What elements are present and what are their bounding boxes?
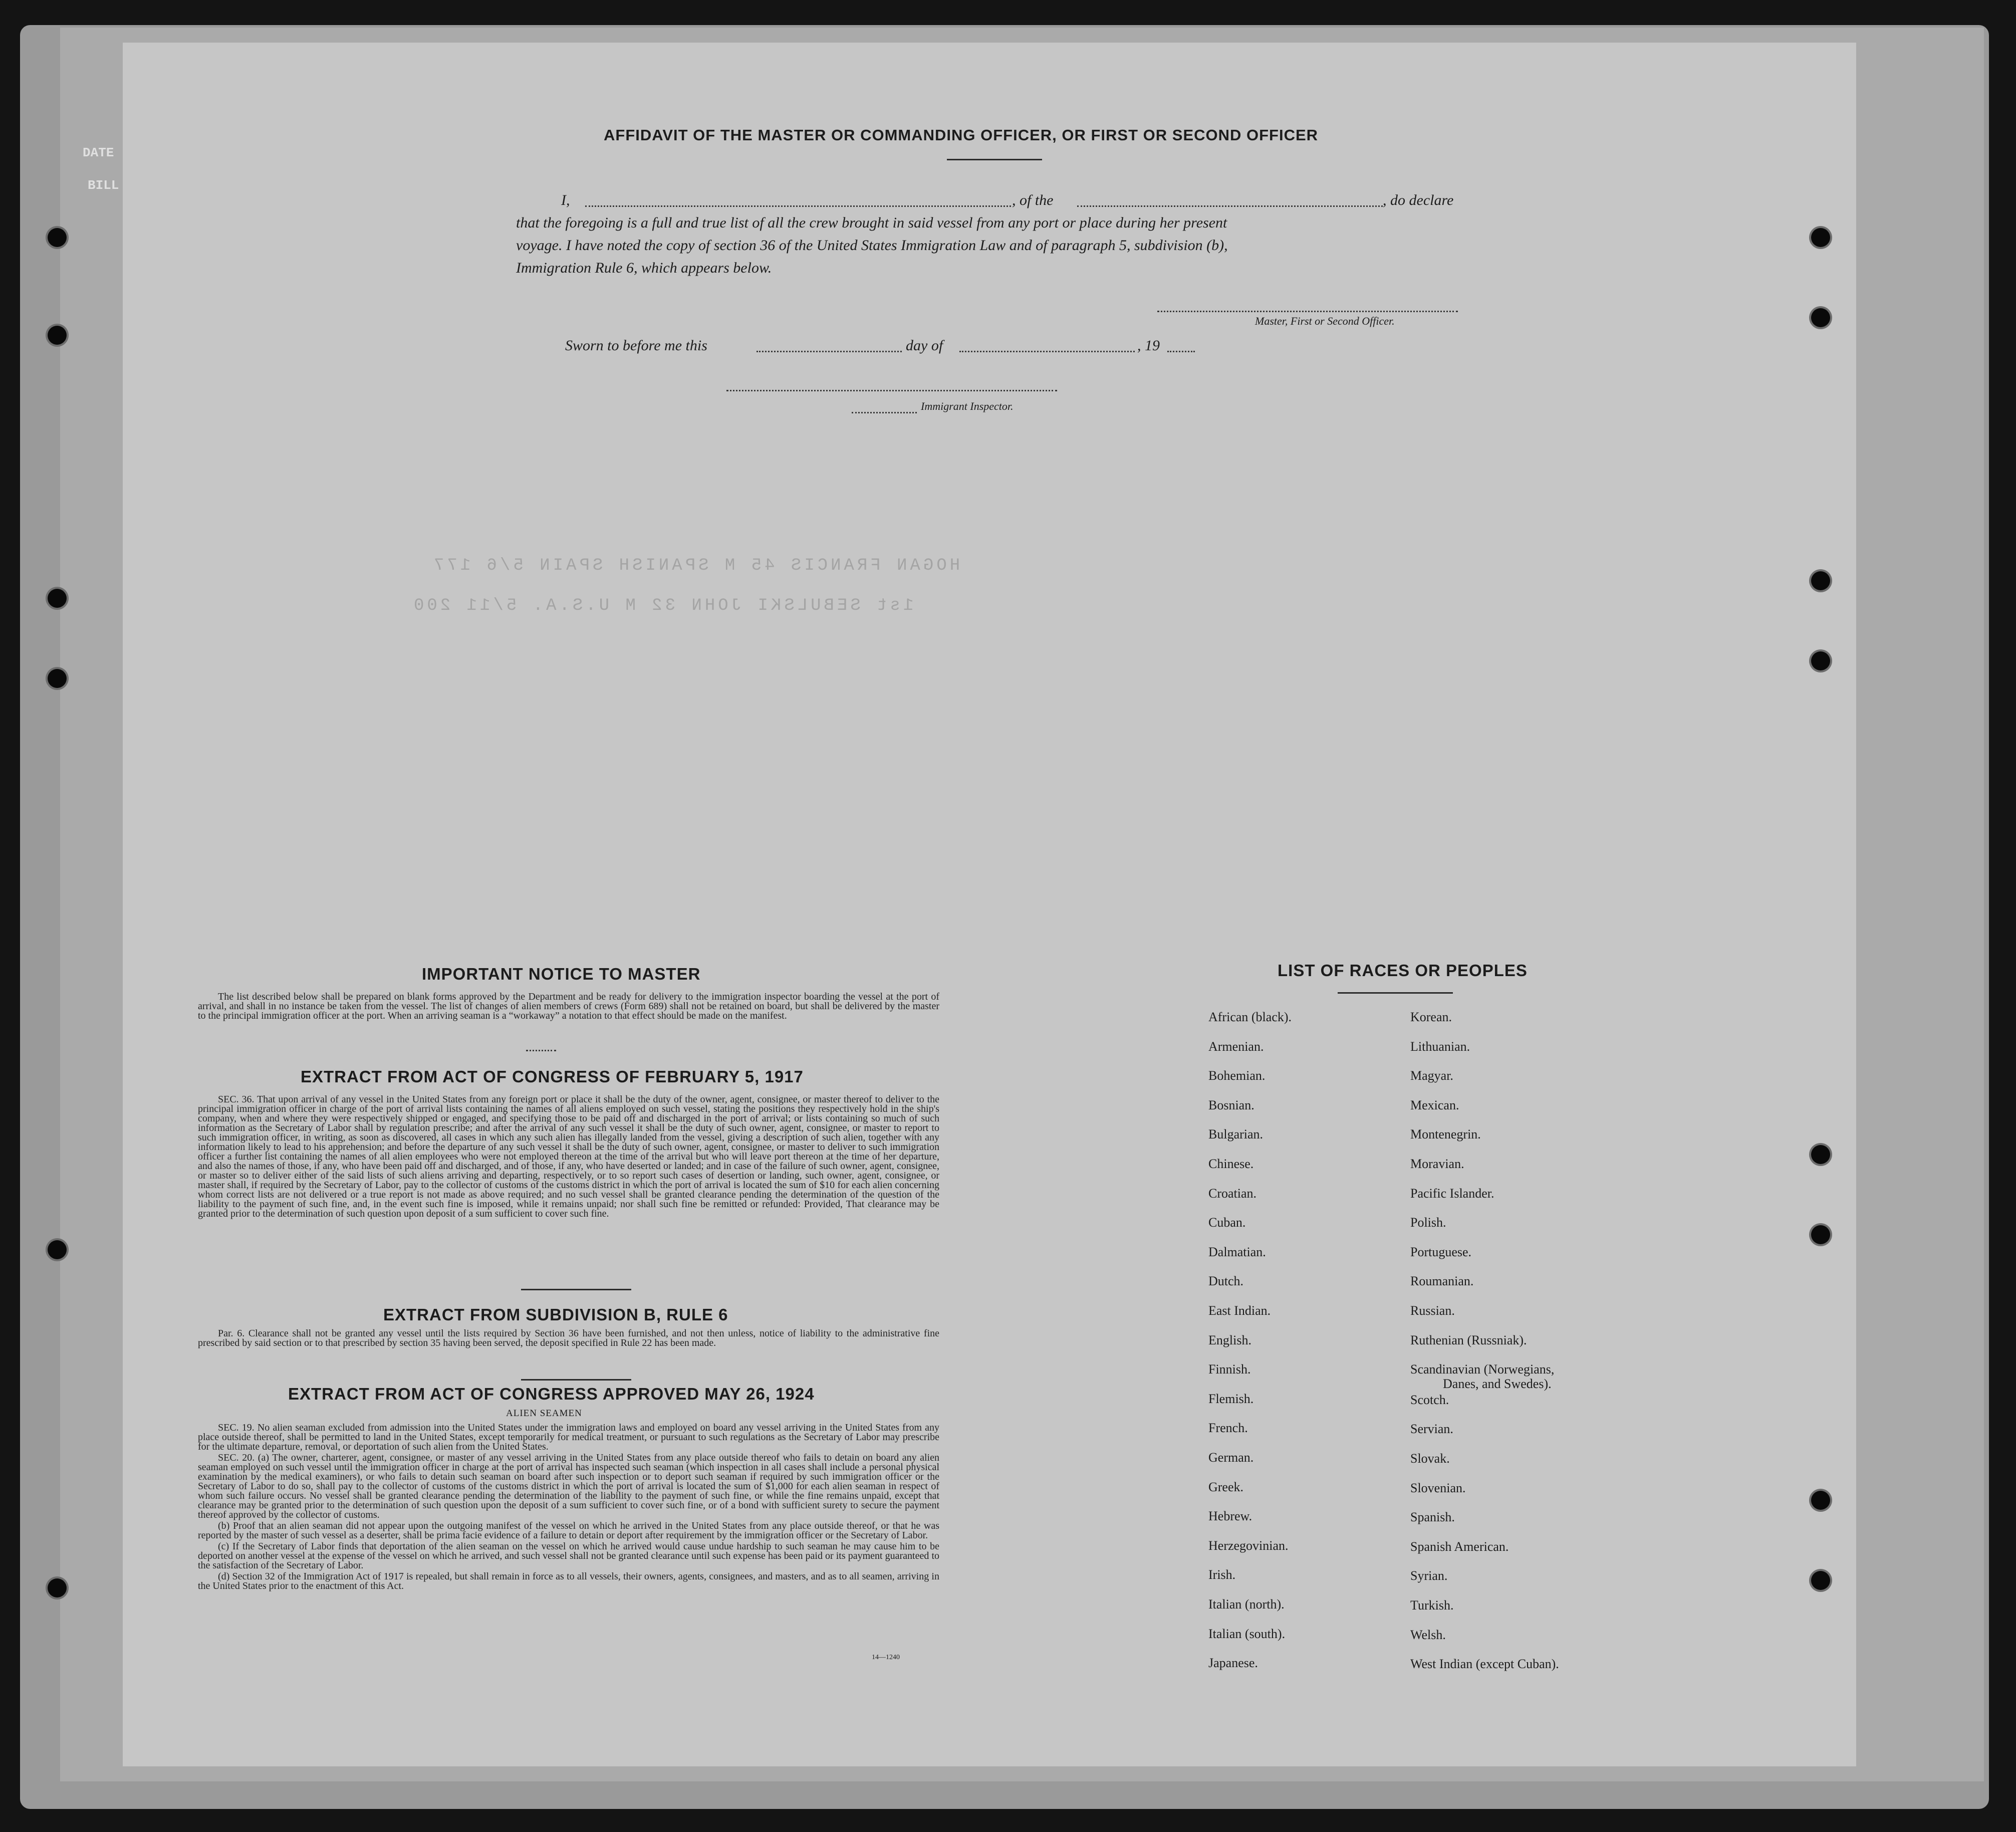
race-item: Lithuanian.	[1410, 1039, 1470, 1054]
race-item: Russian.	[1410, 1303, 1455, 1318]
binder-hole	[48, 589, 67, 608]
inspector-signature-line	[726, 390, 1057, 391]
extract-rule6-text: Par. 6. Clearance shall not be granted any vessel until the lists required by Section 36 have been furnished, and not then unless, notice of liability to the administrative fine prescribed by said section or to that prescribed by section 35 having been served, the deposit specified in Rule 22 has been made.	[198, 1328, 939, 1348]
race-item: Moravian.	[1410, 1157, 1464, 1171]
bleed-through-row: HOGAN FRANCIS 45 M SPANISH SPAIN 5/6 177	[431, 556, 960, 575]
sec-20-c: (c) If the Secretary of Labor finds that deportation of the alien seaman on the vessel on which he arrived would cause undue hardship to such seaman he may cause him to be deported on another vessel at the expense of the vessel on which he arrived, and such vessel shall not be granted clearance until such expense has been paid or its payment guaranteed to the satisfaction of the Secretary of Labor.	[198, 1541, 939, 1571]
binder-hole	[48, 228, 67, 247]
binder-hole	[48, 1578, 67, 1597]
race-item: Scandinavian (Norwegians,	[1410, 1362, 1555, 1377]
binder-hole	[1811, 228, 1830, 247]
race-item: Hebrew.	[1208, 1509, 1252, 1524]
race-item: Greek.	[1208, 1479, 1244, 1494]
year-text: , 19	[1137, 337, 1160, 354]
edge-label-date: DATE	[83, 145, 114, 160]
day-of-text: day of	[906, 337, 943, 354]
master-signature-field[interactable]	[1157, 311, 1458, 312]
race-item: Armenian.	[1208, 1039, 1264, 1054]
sworn-day-field[interactable]	[757, 351, 902, 352]
race-item: Herzegovinian.	[1208, 1538, 1289, 1553]
race-item: Bosnian.	[1208, 1097, 1254, 1112]
race-item: Dalmatian.	[1208, 1244, 1266, 1259]
title-rule	[1338, 992, 1453, 994]
binder-hole	[48, 1240, 67, 1259]
sec-20-b: (b) Proof that an alien seaman did not appear upon the outgoing manifest of the vessel on which he arrived in the United States from any place outside thereof, or that he was reported by the master of such vessel as a deserter, shall be prima facie evidence of a failure to detain or deport after requirement by the immigration officer or the Secretary of Labor.	[198, 1520, 939, 1541]
notice-text: The list described below shall be prepared on blank forms approved by the Department and be ready for delivery to the immigration inspector boarding the vessel at the port of arrival, and shall in no instance be taken from the vessel. The list of changes of alien members of crews (Form 689) shall not be retained on board, but shall be delivered by the master to the principal immigration officer at the port. When an arriving seaman is a “workaway” a notation to that effect should be made on the manifest.	[198, 991, 939, 1021]
race-item: Italian (south).	[1208, 1626, 1286, 1641]
extract-1917-text: SEC. 36. That upon arrival of any vessel in the United States from any foreign port or place it shall be the duty of the owner, agent, consignee, or master thereof to deliver to the principal immigration officer in charge of the port of arrival lists containing the names of all aliens employed on such vessel, stating the positions they respectively hold in the ship's company, when and where they were respectively shipped or engaged, and specifying those to be paid off and discharged in the port of arrival; or lists containing so much of such information as the Secretary of Labor shall by regulation prescribe; and after the arrival of any such vessel it shall be the duty of such owner, agent, consignee, or master to report to such immigration officer, in writing, as soon as discovered, all cases in which any such alien has illegally landed from the vessel, giving a description of such alien, together with any information likely to lead to his apprehension; and before the departure of any such vessel it shall be the duty of such owner, agent, consignee, or master to deliver to such immigration officer a further list containing the names of all alien employees who were not employed thereon at the time of the arrival but who will leave port thereon at the time of her departure, and also the names of those, if any, who have been paid off and discharged, and of those, if any, who have deserted or landed; and in case of the failure of such owner, agent, consignee, or master so to deliver either of the said lists of such aliens arriving and departing, respectively, or to so report such cases of desertion or landing, such owner, agent, consignee, or master shall, if required by the Secretary of Labor, pay to the collector of customs of the customs district in which the port of arrival is located the sum of $10 for each alien concerning whom correct lists are not delivered or a true report is not made as above required; and no such vessel shall be granted clearance pending the determination of the question of the liability to the payment of such fine, and, in the event such fine is imposed, while it remains unpaid; nor shall such fine be remitted or refunded: Provided, That clearance may be granted prior to the determination of such question upon deposit of a sum sufficient to cover such fine.	[198, 1094, 939, 1219]
affidavit-line-4: Immigration Rule 6, which appears below.	[516, 260, 772, 276]
race-item: Portuguese.	[1410, 1244, 1472, 1259]
race-item: Chinese.	[1208, 1157, 1254, 1171]
races-title: LIST OF RACES OR PEOPLES	[1278, 961, 1528, 980]
race-item: Spanish.	[1410, 1510, 1455, 1525]
race-item: West Indian (except Cuban).	[1410, 1657, 1559, 1672]
race-item: Pacific Islander.	[1410, 1186, 1494, 1201]
race-item: Roumanian.	[1410, 1274, 1474, 1289]
race-item-continuation: Danes, and Swedes).	[1443, 1377, 1552, 1392]
race-item: Mexican.	[1410, 1097, 1459, 1112]
race-item: Finnish.	[1208, 1362, 1251, 1377]
race-item: Turkish.	[1410, 1598, 1454, 1613]
race-item: Italian (north).	[1208, 1597, 1285, 1612]
binder-hole	[1811, 1571, 1830, 1590]
race-item: Bohemian.	[1208, 1068, 1266, 1083]
alien-seamen-subtitle: ALIEN SEAMEN	[506, 1408, 582, 1419]
binder-hole	[1811, 1491, 1830, 1510]
binder-hole	[48, 326, 67, 345]
race-item: Cuban.	[1208, 1215, 1246, 1230]
race-item: Welsh.	[1410, 1627, 1446, 1642]
race-item: East Indian.	[1208, 1303, 1271, 1318]
race-item: Montenegrin.	[1410, 1127, 1481, 1142]
race-item: Syrian.	[1410, 1568, 1448, 1583]
inspector-label: Immigrant Inspector.	[921, 400, 1014, 412]
race-item: Scotch.	[1410, 1392, 1449, 1407]
binder-hole	[1811, 1225, 1830, 1244]
affidavit-do-declare: , do declare	[1383, 192, 1454, 208]
separator	[526, 1050, 556, 1051]
race-item: African (black).	[1208, 1010, 1292, 1024]
officer-name-field[interactable]	[585, 205, 1011, 207]
sworn-month-field[interactable]	[959, 351, 1135, 352]
sec-20-a: SEC. 20. (a) The owner, charterer, agent, consignee, or master of any vessel arriving in the United States from any place outside thereof who fails to detain on board any alien seaman employed on such vessel until the immigration officer in charge at the port of arrival has inspected such seaman (which inspection in all cases shall include a personal physical examination by the medical examiners), or who fails to detain such seaman on board after such inspection or to deport such seaman if required by such immigration officer or the Secretary of Labor to do so, shall pay to the collector of customs of the customs district in which the port of arrival is located the sum of $1,000 for each alien seaman in respect of whom such failure occurs. No vessel shall be granted clearance pending the determination of the liability to the payment of such fine, or while the fine remains unpaid, except that clearance may be granted prior to the determination of such question upon the deposit of a sum sufficient to cover such fine, or of a bond with sufficient surety to secure the payment thereof approved by the collector of customs.	[198, 1452, 939, 1520]
race-item: Ruthenian (Russniak).	[1410, 1332, 1527, 1347]
race-item: Japanese.	[1208, 1656, 1258, 1671]
race-item: Bulgarian.	[1208, 1127, 1264, 1142]
race-item: Slovenian.	[1410, 1480, 1466, 1495]
race-item: Servian.	[1410, 1422, 1453, 1437]
form-number: 14—1240	[872, 1654, 900, 1661]
sworn-text: Sworn to before me this	[565, 337, 707, 354]
race-item: French.	[1208, 1421, 1248, 1436]
sec-20-d: (d) Section 32 of the Immigration Act of 1917 is repealed, but shall remain in force as to all vessels, their owners, agents, consignees, and masters, and as to all seamen, arriving in the United States prior to the enactment of this Act.	[198, 1571, 939, 1591]
affidavit-i: I,	[561, 192, 570, 208]
binder-hole	[1811, 571, 1830, 590]
race-item: Irish.	[1208, 1567, 1236, 1582]
binder-hole	[1811, 1145, 1830, 1164]
race-item: German.	[1208, 1450, 1254, 1465]
affidavit-of-the: , of the	[1012, 192, 1054, 208]
bleed-through-row: 1st SEBULSKI JOHN 32 M U.S.A. 5/11 200	[411, 596, 914, 615]
race-item: Korean.	[1410, 1010, 1452, 1024]
edge-label-bill: BILL	[88, 178, 119, 193]
affidavit-title: AFFIDAVIT OF THE MASTER OR COMMANDING OFFICER, OR FIRST OR SECOND OFFICER	[604, 126, 1319, 144]
race-item: Croatian.	[1208, 1186, 1257, 1201]
affidavit-line-2: that the foregoing is a full and true list of all the crew brought in said vessel from any port or place during her present	[516, 214, 1227, 231]
binder-hole	[48, 669, 67, 688]
title-rule	[947, 159, 1042, 160]
race-item: English.	[1208, 1332, 1251, 1347]
race-item: Spanish American.	[1410, 1539, 1509, 1554]
race-item: Slovak.	[1410, 1451, 1450, 1466]
race-item: Magyar.	[1410, 1068, 1453, 1083]
sworn-year-field[interactable]	[1167, 351, 1195, 352]
extract-rule6-title: EXTRACT FROM SUBDIVISION B, RULE 6	[383, 1305, 728, 1324]
race-item: Polish.	[1410, 1215, 1446, 1230]
affidavit-line-3: voyage. I have noted the copy of section 36 of the United States Immigration Law and of paragraph 5, subdivision (b),	[516, 237, 1228, 254]
master-signature-label: Master, First or Second Officer.	[1255, 315, 1395, 327]
binder-hole	[1811, 308, 1830, 327]
separator	[521, 1289, 631, 1290]
extract-1924-text	[198, 1423, 939, 1592]
vessel-name-field[interactable]	[1077, 205, 1383, 207]
notice-title: IMPORTANT NOTICE TO MASTER	[422, 965, 701, 983]
separator	[521, 1379, 631, 1381]
race-item: Dutch.	[1208, 1274, 1244, 1289]
extract-1917-title: EXTRACT FROM ACT OF CONGRESS OF FEBRUARY 5, 1917	[301, 1067, 804, 1086]
sec-19: SEC. 19. No alien seaman excluded from admission into the United States under the immigration laws and employed on board any vessel arriving in the United States from any place outside thereof, shall be permitted to land in the United States, except temporarily for medical treatment, or pursuant to such regulations as the Secretary of Labor may prescribe for the ultimate departure, removal, or deportation of such alien from the United States.	[198, 1422, 939, 1452]
extract-1924-title: EXTRACT FROM ACT OF CONGRESS APPROVED MAY 26, 1924	[288, 1385, 815, 1403]
binder-hole	[1811, 651, 1830, 670]
inspector-signature-field[interactable]	[852, 412, 917, 413]
race-item: Flemish.	[1208, 1391, 1254, 1406]
